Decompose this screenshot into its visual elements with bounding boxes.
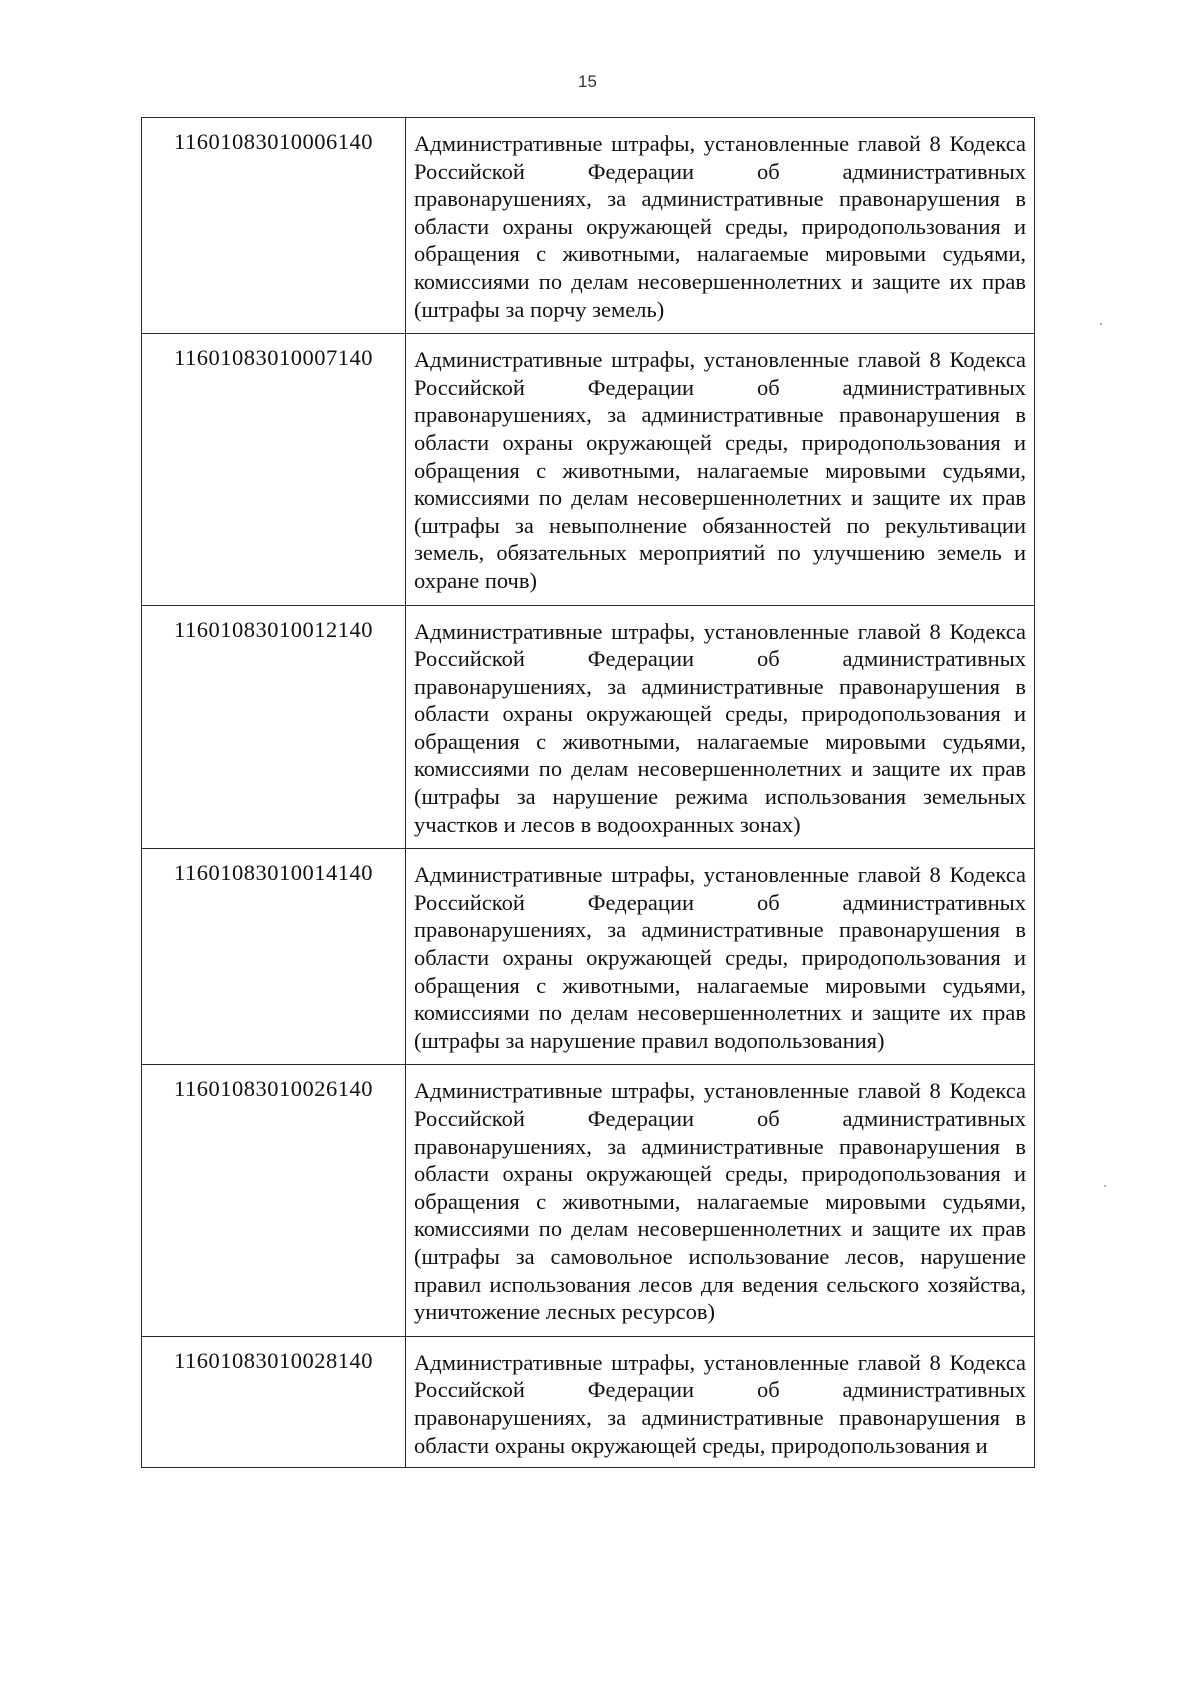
code-cell: 11601083010006140 (142, 118, 406, 334)
budget-codes-table (141, 117, 1035, 1468)
description-cell: Административные штрафы, установленные главой 8 Кодекса Российской Федерации об административных правонарушениях, за административные правонарушения в области охраны окружающей среды, природопользования и обращения с животными, налагаемые мировыми судьями, комиссиями по делам несовершеннолетних и защите их прав (штрафы за нарушение правил водопользования) (406, 849, 1035, 1065)
description-cell: Административные штрафы, установленные главой 8 Кодекса Российской Федерации об административных правонарушениях, за административные правонарушения в области охраны окружающей среды, природопользования и обращения с животными, налагаемые мировыми судьями, комиссиями по делам несовершеннолетних и защите их прав (штрафы за нарушение режима использования земельных участков и лесов в водоохранных зонах) (406, 605, 1035, 849)
description-cell: Административные штрафы, установленные главой 8 Кодекса Российской Федерации об административных правонарушениях, за административные правонарушения в области охраны окружающей среды, природопользования и обращения с животными, налагаемые мировыми судьями, комиссиями по делам несовершеннолетних и защите их прав (штрафы за порчу земель) (406, 118, 1035, 334)
scan-artifact-dot (1104, 1185, 1106, 1187)
table-row (142, 118, 1035, 334)
code-cell: 11601083010012140 (142, 605, 406, 849)
code-cell: 11601083010014140 (142, 849, 406, 1065)
table-row (142, 849, 1035, 1065)
description-cell: Административные штрафы, установленные главой 8 Кодекса Российской Федерации об административных правонарушениях, за административные правонарушения в области охраны окружающей среды, природопользования и обращения с животными, налагаемые мировыми судьями, комиссиями по делам несовершеннолетних и защите их прав (штрафы за невыполнение обязанностей по рекультивации земель, обязательных мероприятий по улучшению земель и охране почв) (406, 334, 1035, 605)
description-cell: Административные штрафы, установленные главой 8 Кодекса Российской Федерации об административных правонарушениях, за административные правонарушения в области охраны окружающей среды, природопользования и обращения с животными, налагаемые мировыми судьями, комиссиями по делам несовершеннолетних и защите их прав (штрафы за самовольное использование лесов, нарушение правил использования лесов для ведения сельского хозяйства, уничтожение лесных ресурсов) (406, 1065, 1035, 1336)
code-cell: 11601083010007140 (142, 334, 406, 605)
code-cell: 11601083010026140 (142, 1065, 406, 1336)
scan-artifact-dot (1100, 323, 1102, 325)
table-row (142, 1065, 1035, 1336)
description-cell: Административные штрафы, установленные главой 8 Кодекса Российской Федерации об административных правонарушениях, за административные правонарушения в области охраны окружающей среды, природопользования и (406, 1336, 1035, 1467)
page-number: 15 (578, 72, 597, 91)
table-row (142, 605, 1035, 849)
table-row (142, 1336, 1035, 1467)
code-cell: 11601083010028140 (142, 1336, 406, 1467)
table-row (142, 334, 1035, 605)
